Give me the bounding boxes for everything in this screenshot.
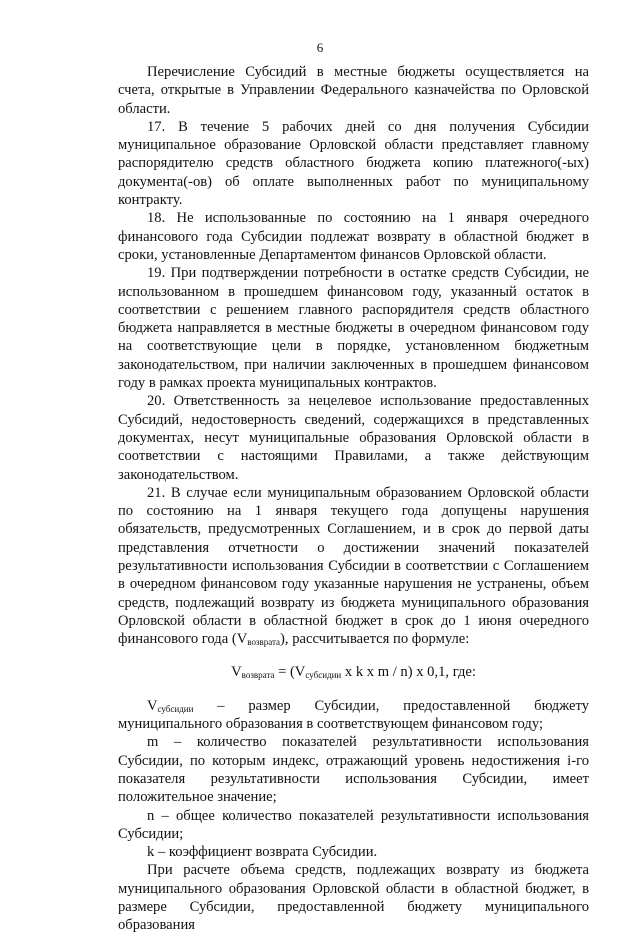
paragraph-transfer: Перечисление Субсидий в местные бюджеты осуществляется на счета, открытые в Управлении Федерального казначейства по Орловской области. <box>118 64 589 117</box>
paragraph-21-text: 21. В случае если муниципальным образованием Орловской области по состоянию на 1 января текущего года допущены нарушения обязательств, предусмотренных Соглашением, и в срок до первой даты представления отчетности о достижении значений показателей результативности использования Субсидии в соответствии с Соглашением в очередном финансовом году указанные нарушения не устранены, объем средств, подлежащий возврату из бюджета муниципального образования Орловской области в областной бюджет в срок до 1 июня очередного финансового года (V <box>118 484 589 648</box>
definition-vsub-symbol: V <box>147 697 158 714</box>
paragraph-18: 18. Не использованные по состоянию на 1 января очередного финансового года Субсидии подлежат возврату в областной бюджет в сроки, установленные Департаментом финансов Орловской области. <box>118 210 589 263</box>
formula-v-sub: возврата <box>241 669 275 680</box>
formula-eq: = (V <box>274 663 306 680</box>
page-number: 6 <box>316 40 324 55</box>
definition-vsub-subscript: субсидии <box>157 703 194 714</box>
definition-vsub-text: – размер Субсидии, предоставленной бюджету муниципального образования в соответствующем финансовом году; <box>118 697 589 733</box>
definition-vsub <box>118 697 589 734</box>
paragraph-21 <box>118 484 589 649</box>
paragraph-21-subscript: возврата <box>247 637 281 648</box>
paragraph-19: 19. При подтверждении потребности в остатке средств Субсидии, не использованном в прошедшем финансовом году, указанный остаток в соответствии с решением главного распорядителя средств областного бюджета направляется в местные бюджеты в очередном финансовом году на соответствующие цели в порядке, установленном бюджетным законодательством, при наличии заключенных в прошедшем финансовом году в рамках проекта муниципальных контрактов. <box>118 265 589 392</box>
paragraph-last: При расчете объема средств, подлежащих возврату из бюджета муниципального образования Орловской области в областной бюджет, в размере Субсидии, предоставленной бюджету муниципального образования <box>118 862 589 934</box>
formula-v2-sub: субсидии <box>305 669 342 680</box>
definition-k: k – коэффициент возврата Субсидии. <box>147 844 378 861</box>
paragraph-17: 17. В течение 5 рабочих дней со дня получения Субсидии муниципальное образование Орловской области представляет главному распорядителю средств областного бюджета копию платежного(-ых) документа(-ов) об оплате выполненных работ по муниципальному контракту. <box>118 118 589 209</box>
definition-n: n – общее количество показателей результативности использования Субсидии; <box>118 807 589 842</box>
formula-v: V <box>231 663 242 680</box>
paragraph-21-end: ), рассчитывается по формуле: <box>280 631 470 648</box>
formula <box>118 663 589 681</box>
definition-m: m – количество показателей результативности использования Субсидии, по которым индекс, отражающий уровень недостижения i-го показателя результативности использования Субсидии, имеет положительное значение; <box>118 734 589 806</box>
document-body <box>118 63 589 935</box>
paragraph-20: 20. Ответственность за нецелевое использование предоставленных Субсидий, недостоверность сведений, содержащихся в представленных документах, несут муниципальные образования Орловской области в соответствии с настоящими Правилами, а также действующим законодательством. <box>118 393 589 483</box>
formula-rest: x k x m / n) x 0,1, где: <box>341 663 476 680</box>
